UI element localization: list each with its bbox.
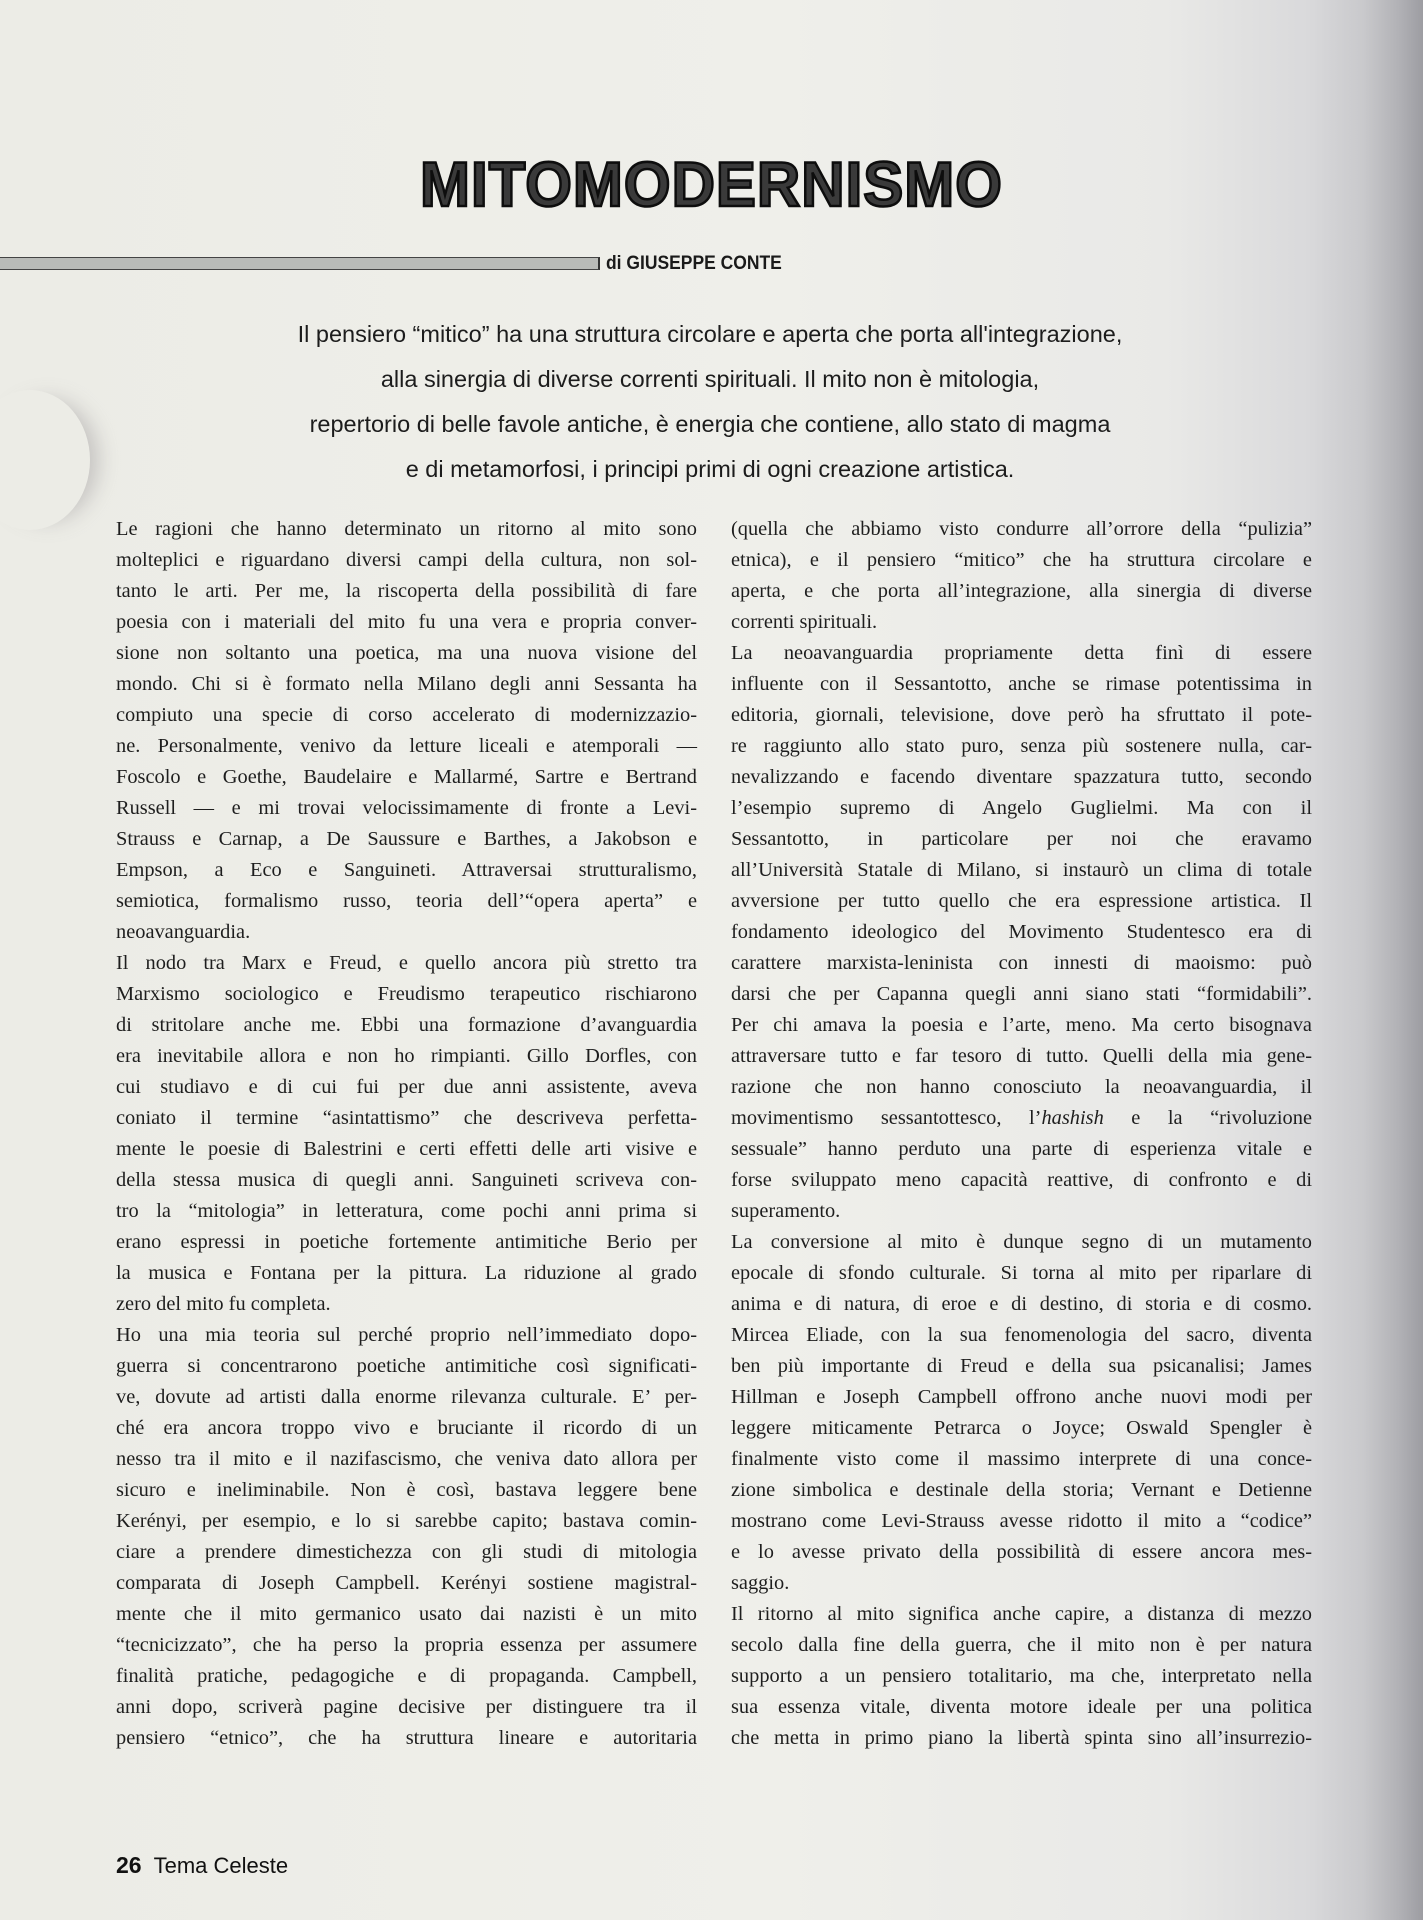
byline-row: [0, 253, 900, 275]
page-shadow: [0, 390, 90, 530]
lede-paragraph: [180, 312, 1240, 492]
author-byline: di GIUSEPPE CONTE: [606, 253, 782, 274]
body-text-line: Foscolo e Goethe, Baudelaire e Mallarmé, Sartre e Bertrand: [116, 766, 697, 788]
lede-line: Il pensiero “mitico” ha una struttura circolare e aperta che porta all'integrazione,: [297, 321, 1123, 347]
body-text-line: cui studiavo e di cui fui per due anni assistente, aveva: [116, 1076, 697, 1098]
body-text-line: correnti spirituali.: [731, 611, 878, 633]
body-text-line: “tecnicizzato”, che ha perso la propria essenza per assumere: [116, 1634, 697, 1656]
body-text-line: la musica e Fontana per la pittura. La riduzione al grado: [116, 1262, 697, 1284]
body-text-line: ne. Personalmente, venivo da letture liceali e atemporali —: [116, 735, 697, 757]
body-text-line: epocale di sfondo culturale. Si torna al mito per riparlare di: [731, 1262, 1312, 1284]
body-text-line: attraversare tutto e far tesoro di tutto. Quelli della mia gene-: [731, 1045, 1312, 1067]
body-text-line: aperta, e che porta all’integrazione, alla sinergia di diverse: [731, 580, 1312, 602]
body-text-line: mostrano come Levi-Strauss avesse ridotto il mito a “codice”: [731, 1510, 1312, 1532]
body-text-line: guerra si concentrarono poetiche antimitiche così significati-: [116, 1355, 697, 1377]
body-text-line: zione simbolica e destinale della storia; Vernant e Detienne: [731, 1479, 1312, 1501]
body-text-line: sessuale” hanno perduto una parte di esperienza vitale e: [731, 1138, 1312, 1160]
body-text-line: avversione per tutto quello che era espressione artistica. Il: [731, 890, 1312, 912]
body-text-line: era inevitabile allora e non ho rimpianti. Gillo Dorfles, con: [116, 1045, 697, 1067]
body-text-line: superamento.: [731, 1200, 841, 1222]
body-text-line: mente che il mito germanico usato dai nazisti è un mito: [116, 1603, 697, 1625]
lede-line: alla sinergia di diverse correnti spirituali. Il mito non è mitologia,: [380, 366, 1040, 392]
body-text-line: sua essenza vitale, diventa motore ideale per una politica: [731, 1696, 1312, 1718]
body-text-line: re raggiunto allo stato puro, senza più sostenere nulla, car-: [731, 735, 1312, 757]
lede-line: repertorio di belle favole antiche, è energia che contiene, allo stato di magma: [309, 411, 1111, 437]
body-text-line: La conversione al mito è dunque segno di un mutamento: [731, 1231, 1312, 1253]
body-text-line: mondo. Chi si è formato nella Milano degli anni Sessanta ha: [116, 673, 697, 695]
byline-rule: [0, 257, 600, 270]
body-text-line: Il nodo tra Marx e Freud, e quello ancora più stretto tra: [116, 952, 697, 974]
body-text-line: pensiero “etnico”, che ha struttura lineare e autoritaria: [116, 1727, 697, 1749]
article-title: MITOMODERNISMO: [420, 149, 1003, 220]
body-text-line: ben più importante di Freud e della sua psicanalisi; James: [731, 1355, 1312, 1377]
body-text-line: ve, dovute ad artisti dalla enorme rilevanza culturale. E’ per-: [116, 1386, 697, 1408]
body-text-line: Russell — e mi trovai velocissimamente di fronte a Levi-: [116, 797, 697, 819]
body-text-line: Hillman e Joseph Campbell offrono anche nuovi modi per: [731, 1386, 1312, 1408]
body-text-line: compiuto una specie di corso accelerato di modernizzazio-: [116, 704, 697, 726]
body-text-line: che metta in primo piano la libertà spinta sino all’insurrezio-: [731, 1727, 1312, 1749]
body-text-line: zero del mito fu completa.: [116, 1293, 331, 1315]
body-text-line: (quella che abbiamo visto condurre all’orrore della “pulizia”: [731, 518, 1312, 540]
body-text-line: coniato il termine “asintattismo” che descriveva perfetta-: [116, 1107, 697, 1129]
body-text-line: di stritolare anche me. Ebbi una formazione d’avanguardia: [116, 1014, 697, 1036]
body-text-line: movimentismo sessantottesco, l’hashish e la “rivoluzione: [731, 1107, 1312, 1129]
body-text-line: mente le poesie di Balestrini e certi effetti delle arti visive e: [116, 1138, 697, 1160]
body-text-line: Il ritorno al mito significa anche capire, a distanza di mezzo: [731, 1603, 1312, 1625]
body-text-line: ché era ancora troppo vivo e bruciante il ricordo di un: [116, 1417, 697, 1439]
body-text-line: tanto le arti. Per me, la riscoperta della possibilità di fare: [116, 580, 697, 602]
body-text-line: della stessa musica di quegli anni. Sanguineti scriveva con-: [116, 1169, 697, 1191]
body-text-line: Le ragioni che hanno determinato un ritorno al mito sono: [116, 518, 697, 540]
body-text-line: Ho una mia teoria sul perché proprio nell’immediato dopo-: [116, 1324, 697, 1346]
body-text-line: l’esempio supremo di Angelo Guglielmi. Ma con il: [731, 797, 1312, 819]
body-text-line: erano espressi in poetiche fortemente antimitiche Berio per: [116, 1231, 697, 1253]
body-text-line: molteplici e riguardano diversi campi della cultura, non sol-: [116, 549, 697, 571]
body-text-line: saggio.: [731, 1572, 790, 1594]
body-text-line: forse sviluppato meno capacità reattive, di confronto e di: [731, 1169, 1312, 1191]
body-text-line: comparata di Joseph Campbell. Kerényi sostiene magistral-: [116, 1572, 697, 1594]
body-text-line: sicuro e ineliminabile. Non è così, bastava leggere bene: [116, 1479, 697, 1501]
lede-line: e di metamorfosi, i principi primi di ogni creazione artistica.: [405, 456, 1015, 482]
body-text-line: La neoavanguardia propriamente detta finì di essere: [731, 642, 1312, 664]
body-text-line: fondamento ideologico del Movimento Studentesco era di: [731, 921, 1312, 943]
page-footer: [116, 1852, 288, 1879]
body-text-line: leggere miticamente Petrarca o Joyce; Oswald Spengler è: [731, 1417, 1312, 1439]
body-text-line: poesia con i materiali del mito fu una vera e propria conver-: [116, 611, 697, 633]
body-text-line: anima e di natura, di eroe e di destino, di storia e di cosmo.: [731, 1293, 1312, 1315]
page-number: 26: [116, 1852, 142, 1878]
body-text-line: Per chi amava la poesia e l’arte, meno. Ma certo bisognava: [731, 1014, 1312, 1036]
magazine-name: Tema Celeste: [153, 1853, 289, 1878]
body-text-line: influente con il Sessantotto, anche se rimase potentissima in: [731, 673, 1312, 695]
body-column-left: [116, 514, 697, 1754]
body-column-right: [731, 514, 1312, 1754]
body-text-line: Marxismo sociologico e Freudismo terapeutico rischiarono: [116, 983, 697, 1005]
body-text-line: semiotica, formalismo russo, teoria dell’“opera aperta” e: [116, 890, 697, 912]
body-text-line: Strauss e Carnap, a De Saussure e Barthes, a Jakobson e: [116, 828, 697, 850]
body-text-line: Mircea Eliade, con la sua fenomenologia del sacro, diventa: [731, 1324, 1312, 1346]
body-text-line: nesso tra il mito e il nazifascismo, che veniva dato allora per: [116, 1448, 697, 1470]
body-text-line: ciare a prendere dimestichezza con gli studi di mitologia: [116, 1541, 697, 1563]
body-text-line: anni dopo, scriverà pagine decisive per distinguere tra il: [116, 1696, 697, 1718]
body-text-line: tro la “mitologia” in letteratura, come pochi anni prima si: [116, 1200, 697, 1222]
body-text-line: Kerényi, per esempio, e lo si sarebbe capito; bastava comin-: [116, 1510, 697, 1532]
body-text-line: finalità pratiche, pedagogiche e di propaganda. Campbell,: [116, 1665, 697, 1687]
body-text-line: secolo dalla fine della guerra, che il mito non è per natura: [731, 1634, 1312, 1656]
body-text-line: all’Università Statale di Milano, si instaurò un clima di totale: [731, 859, 1312, 881]
body-text-line: e lo avesse privato della possibilità di essere ancora mes-: [731, 1541, 1312, 1563]
body-text-line: etnica), e il pensiero “mitico” che ha struttura circolare e: [731, 549, 1312, 571]
body-text-line: sione non soltanto una poetica, ma una nuova visione del: [116, 642, 697, 664]
body-text-line: razione che non hanno conosciuto la neoavanguardia, il: [731, 1076, 1312, 1098]
body-text-line: finalmente visto come il massimo interprete di una conce-: [731, 1448, 1312, 1470]
body-text-line: carattere marxista-leninista con innesti di maoismo: può: [731, 952, 1312, 974]
body-text-line: nevalizzando e facendo diventare spazzatura tutto, secondo: [731, 766, 1312, 788]
body-text-line: supporto a un pensiero totalitario, ma che, interpretato nella: [731, 1665, 1312, 1687]
body-text-line: darsi che per Capanna quegli anni siano stati “formidabili”.: [731, 983, 1312, 1005]
body-text-line: editoria, giornali, televisione, dove però ha sfruttato il pote-: [731, 704, 1312, 726]
page-curl-shadow: [1363, 0, 1423, 1920]
body-text-line: Sessantotto, in particolare per noi che eravamo: [731, 828, 1312, 850]
body-text-line: neoavanguardia.: [116, 921, 251, 943]
body-text-line: Empson, a Eco e Sanguineti. Attraversai strutturalismo,: [116, 859, 697, 881]
